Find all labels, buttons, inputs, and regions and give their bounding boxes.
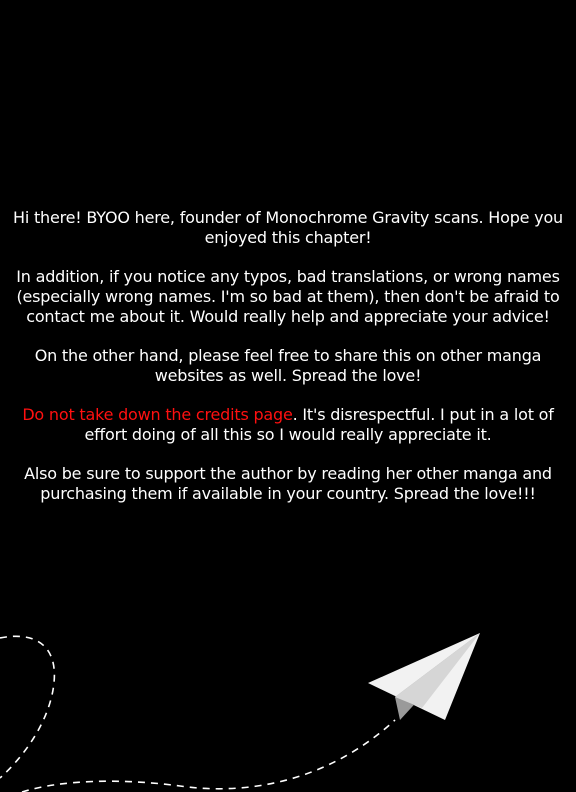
share-paragraph: On the other hand, please feel free to share this on other manga websites as well. Spread the love! — [34, 346, 542, 385]
dashed-trail-bottom — [22, 720, 395, 792]
credits-warning-text: . It's disrespectful. I put in a lot of effort doing of all this so I would really appreciate it. — [84, 405, 554, 444]
credits-warning-highlight: Do not take down the credits page — [22, 405, 293, 424]
support-author-paragraph: Also be sure to support the author by reading her other manga and purchasing them if available in your country. Spread the love!!! — [24, 464, 552, 503]
feedback-paragraph: In addition, if you notice any typos, bad translations, or wrong names (especially wrong names. I'm so bad at them), then don't be afraid to contact me about it. Would really help and appreciate your advice! — [16, 267, 560, 326]
greeting-paragraph: Hi there! BYOO here, founder of Monochrome Gravity scans. Hope you enjoyed this chapter! — [13, 208, 563, 247]
dashed-trail — [0, 636, 54, 778]
paper-plane-icon — [368, 633, 480, 720]
paper-plane-decoration — [0, 600, 576, 792]
credits-message — [0, 208, 576, 523]
credits-warning-paragraph — [0, 405, 576, 445]
